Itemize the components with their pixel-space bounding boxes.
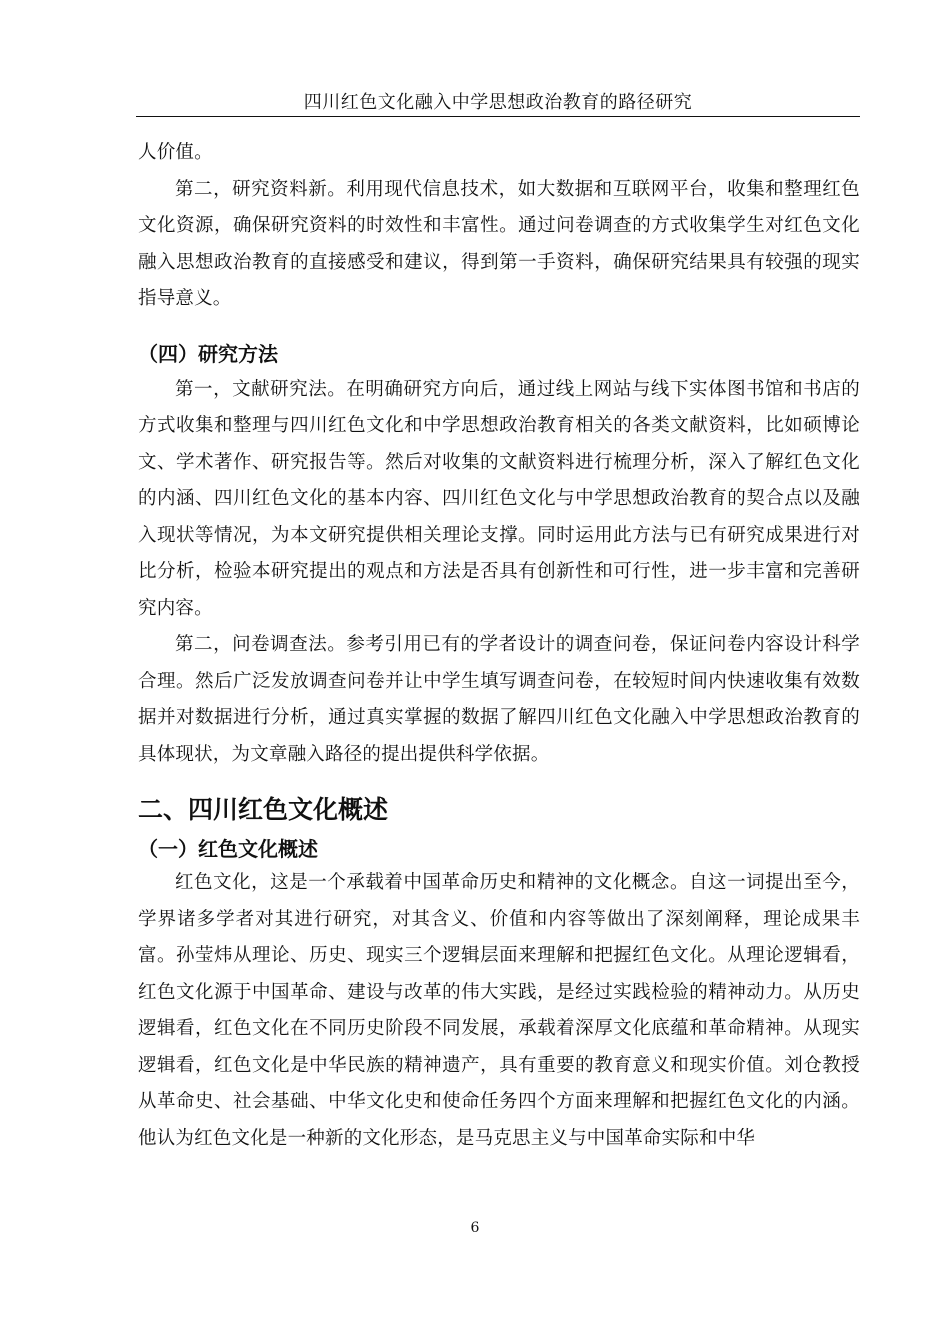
heading-red-culture-overview: （一）红色文化概述 <box>138 837 318 861</box>
paragraph-continuation: 人价值。 <box>138 142 213 163</box>
page-content <box>138 135 860 1157</box>
paragraph-red-culture-overview: 红色文化，这是一个承载着中国革命历史和精神的文化概念。自这一词提出至今，学界诸多学者对其进行研究，对其含义、价值和内容等做出了深刻阐释，理论成果丰富。孙莹炜从理论、历史、现实三个逻辑层面来理解和把握红色文化。从理论逻辑看，红色文化源于中国革命、建设与改革的伟大实践，是经过实践检验的精神动力。从历史逻辑看，红色文化在不同历史阶段不同发展，承载着深厚文化底蕴和革命精神。从现实逻辑看，红色文化是中华民族的精神遗产，具有重要的教育意义和现实价值。刘仓教授从革命史、社会基础、中华文化史和使命任务四个方面来理解和把握红色文化的内涵。他认为红色文化是一种新的文化形态，是马克思主义与中国革命实际和中华 <box>138 872 860 1149</box>
paragraph-research-materials: 第二，研究资料新。利用现代信息技术，如大数据和互联网平台，收集和整理红色文化资源，确保研究资料的时效性和丰富性。通过问卷调查的方式收集学生对红色文化融入思想政治教育的直接感受和建议，得到第一手资料，确保研究结果具有较强的现实指导意义。 <box>138 178 860 309</box>
heading-research-methods: （四）研究方法 <box>138 341 278 366</box>
running-header-title: 四川红色文化融入中学思想政治教育的路径研究 <box>303 92 693 113</box>
paragraph-survey-method: 第二，问卷调查法。参考引用已有的学者设计的调查问卷，保证问卷内容设计科学合理。然后广泛发放调查问卷并让中学生填写调查问卷，在较短时间内快速收集有效数据并对数据进行分析，通过真实掌握的数据了解四川红色文化融入中学思想政治教育的具体现状，为文章融入路径的提出提供科学依据。 <box>138 634 860 765</box>
section-title: 二、四川红色文化概述 <box>138 795 389 824</box>
paragraph-literature-method: 第一，文献研究法。在明确研究方向后，通过线上网站与线下实体图书馆和书店的方式收集和整理与四川红色文化和中学思想政治教育相关的各类文献资料，比如硕博论文、学术著作、研究报告等。然后对收集的文献资料进行梳理分析，深入了解红色文化的内涵、四川红色文化的基本内容、四川红色文化与中学思想政治教育的契合点以及融入现状等情况，为本文研究提供相关理论支撑。同时运用此方法与已有研究成果进行对比分析，检验本研究提出的观点和方法是否具有创新性和可行性，进一步丰富和完善研究内容。 <box>138 378 860 619</box>
page-number: 6 <box>470 1220 480 1236</box>
running-header <box>136 92 860 117</box>
